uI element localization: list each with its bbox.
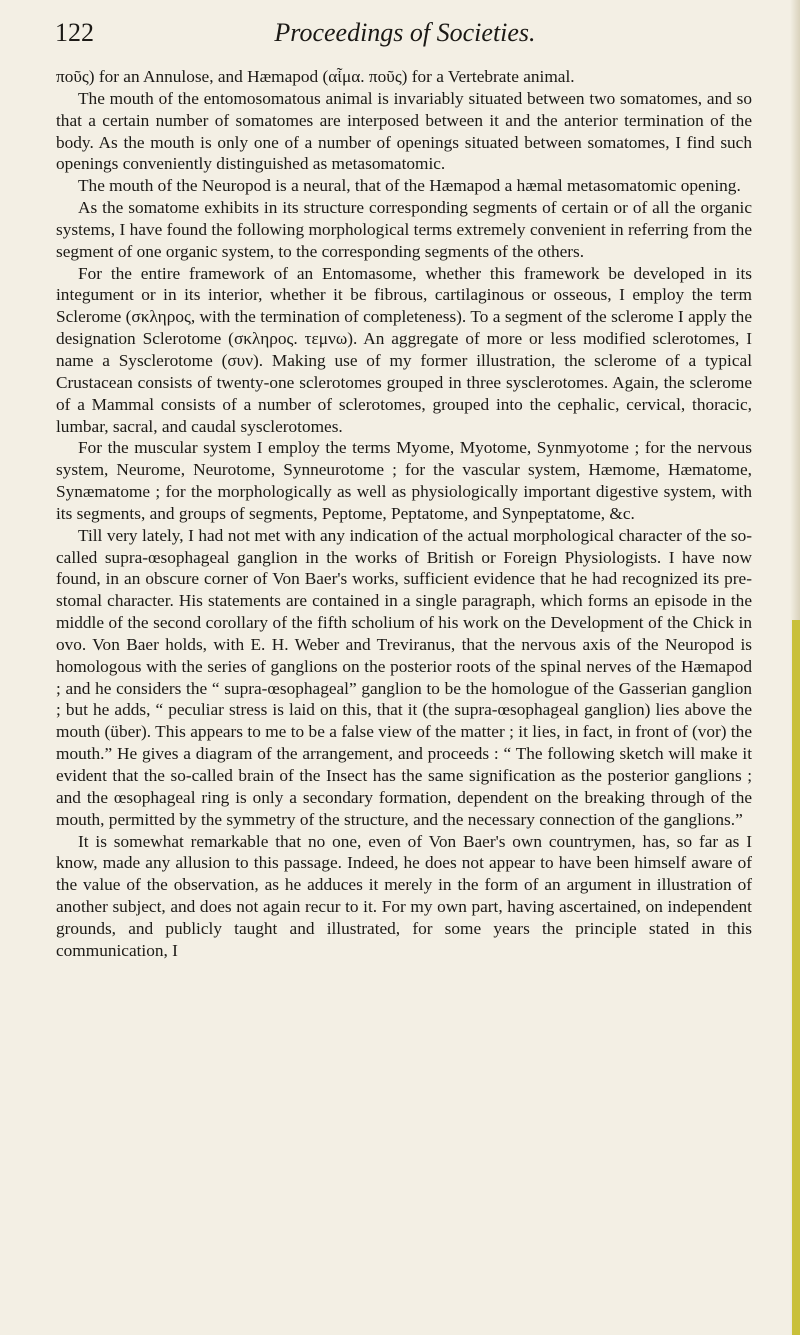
paragraph: The mouth of the Neuropod is a neural, that of the Hæmapod a hæmal metasomatomic opening. — [78, 176, 741, 196]
running-head: Proceedings of Societies. — [274, 18, 536, 47]
paragraph: As the somatome exhibits in its structure corresponding segments of certain or of all the organic systems, I have found the following morphological terms extremely convenient in referring from the segment of one organic system, to the corresponding segments of the others. — [56, 198, 752, 261]
page-edge-strip — [792, 620, 800, 1335]
paragraph: For the entire framework of an Entomasome, whether this framework be developed in its integument or in its interior, whether it be fibrous, cartilaginous or osseous, I employ the term Sclerome (σκληρος, with the termination of completeness). To a segment of the sclerome I apply the designation Sclerotome (σκληρος. τεμνω). An aggregate of more or less modified sclerotomes, I name a Sysclerotome (συν). Making use of my former illustration, the sclerome of a typical Crustacean consists of twenty-one sclerotomes grouped in three sysclerotomes. Again, the sclerome of a Mammal consists of a number of sclerotomes, grouped into the cephalic, cervical, thoracic, lumbar, sacral, and caudal sysclerotomes. — [56, 263, 752, 436]
paragraph: The mouth of the entomosomatous animal is invariably situated between two somatomes, and so that a certain number of somatomes are interposed between it and the anterior termination of the body. As the mouth is only one of a number of openings situated between somatomes, I find such openings conveniently distinguished as metasomatomic. — [56, 88, 752, 174]
page-number: 122 — [55, 18, 94, 47]
paragraph: For the muscular system I employ the terms Myome, Myotome, Synmyotome ; for the nervous system, Neurome, Neurotome, Synneurotome ; for the vascular system, Hæmome, Hæmatome, Synæmatome ; for the morphologically as well as physiologically important digestive system, with its segments, and groups of segments, Peptome, Peptatome, and Synpeptatome, &c. — [56, 438, 752, 523]
page-header — [55, 18, 755, 56]
paragraph: Till very lately, I had not met with any indication of the actual morphological character of the so-called supra-œsophageal ganglion in the works of British or Foreign Physiologists. I have now found, in an obscure corner of Von Baer's works, sufficient evidence that he had recognized its pre-stomal character. His statements are contained in a single paragraph, which forms an episode in the middle of the second corollary of the fifth scholium of his work on the Development of the Chick in ovo. Von Baer holds, with E. H. Weber and Treviranus, that the nervous axis of the Neuropod is homologous with the series of ganglions on the posterior roots of the spinal nerves of the Hæmapod ; and he considers the “ supra-œsophageal” ganglion to be the homologue of the Gasserian ganglion ; but he adds, “ peculiar stress is laid on this, that it (the supra-œsophageal ganglion) lies above the mouth (über). This appears to me to be a false view of the matter ; it lies, in fact, in front of (vor) the mouth.” He gives a diagram of the arrangement, and proceeds : “ The following sketch will make it evident that the so-called brain of the Insect has the same signification as the posterior ganglions ; and the œsophageal ring is only a secondary formation, dependent on the breaking through of the mouth, permitted by the symmetry of the structure, and the necessary connection of the ganglions.” — [56, 525, 752, 829]
body-text — [56, 66, 752, 962]
paragraph: It is somewhat remarkable that no one, even of Von Baer's own countrymen, has, so far as I know, made any allusion to this passage. Indeed, he does not appear to have been himself aware of the value of the observation, as he adduces it merely in the form of an argument in illustration of another subject, and does not again recur to it. For my own part, having ascertained, on independent grounds, and publicly taught and illustrated, for some years the principle stated in this communication, I — [56, 831, 752, 960]
paragraph: ποῦς) for an Annulose, and Hæmapod (αἷμα. ποῦς) for a Vertebrate animal. — [56, 67, 575, 86]
